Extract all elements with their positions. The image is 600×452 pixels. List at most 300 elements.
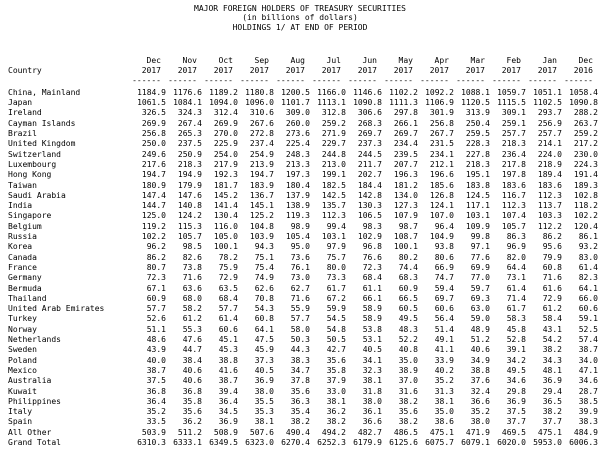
value-cell: 309.0 [285,108,310,118]
country-cell: China, Mainland [8,87,81,97]
country-cell: Grand Total [8,437,61,447]
value-cell: 67.2 [326,293,346,303]
value-cell: 6006.3 [569,437,598,447]
value-cell: 60.8 [254,314,274,324]
value-cell: 259.5 [465,129,490,139]
table-row [0,119,600,129]
value-cell: 50.5 [326,335,346,345]
country-cell: Brazil [8,129,37,139]
value-cell: 100.1 [393,242,418,252]
country-cell: Poland [8,355,37,365]
column-year-9: 2017 [465,65,485,75]
value-cell: 80.7 [146,262,166,272]
value-cell: 71.6 [290,293,310,303]
value-cell: 124.5 [465,190,490,200]
value-cell: 179.9 [177,180,202,190]
column-year-5: 2017 [321,65,341,75]
country-cell: Netherlands [8,335,61,345]
value-cell: 112.3 [537,190,562,200]
value-cell: 63.5 [218,283,238,293]
table-row [0,294,600,304]
column-year-0: 2017 [141,65,161,75]
value-cell: 118.2 [573,201,598,211]
value-cell: 38.3 [290,355,310,365]
value-cell: 237.5 [177,139,202,149]
value-cell: 138.9 [285,201,310,211]
value-cell: 137.9 [285,190,310,200]
value-cell: 288.2 [573,108,598,118]
value-cell: 60.8 [542,262,562,272]
table-row [0,366,600,376]
country-cell: United Kingdom [8,139,76,149]
value-cell: 107.4 [501,211,526,221]
value-cell: 1092.2 [425,87,454,97]
column-separator-0: ------ [132,75,161,85]
value-cell: 140.8 [177,201,202,211]
value-cell: 36.2 [182,417,202,427]
value-cell: 6323.0 [245,437,274,447]
value-cell: 192.3 [213,170,238,180]
value-cell: 38.2 [542,407,562,417]
table-row [0,273,600,283]
value-cell: 55.3 [182,324,202,334]
value-cell: 40.6 [182,365,202,375]
value-cell: 1166.0 [317,87,346,97]
value-cell: 41.1 [434,345,454,355]
table-row [0,139,600,149]
column-month-2: Oct [218,55,233,65]
value-cell: 1090.8 [569,98,598,108]
value-cell: 482.7 [357,427,382,437]
value-cell: 217.9 [213,159,238,169]
value-cell: 1146.6 [353,87,382,97]
table-row [0,160,600,170]
value-cell: 38.7 [146,365,166,375]
value-cell: 33.5 [146,417,166,427]
value-cell: 45.8 [506,324,526,334]
value-cell: 69.9 [470,262,490,272]
value-cell: 117.1 [465,201,490,211]
value-cell: 58.9 [362,314,382,324]
value-cell: 38.7 [218,376,238,386]
value-cell: 80.2 [398,252,418,262]
value-cell: 33.0 [326,386,346,396]
value-cell: 212.1 [429,159,454,169]
value-cell: 61.1 [362,283,382,293]
value-cell: 6125.6 [389,437,418,447]
country-cell: Taiwan [8,180,37,190]
value-cell: 38.2 [542,345,562,355]
column-year-6: 2017 [357,65,377,75]
value-cell: 266.1 [393,118,418,128]
table-row [0,304,600,314]
value-cell: 52.8 [506,335,526,345]
value-cell: 34.9 [470,355,490,365]
value-cell: 259.2 [321,118,346,128]
value-cell: 77.6 [470,252,490,262]
country-cell: Cayman Islands [8,118,76,128]
country-cell: United Arab Emirates [8,304,105,314]
value-cell: 31.8 [362,386,382,396]
value-cell: 1102.2 [389,87,418,97]
value-cell: 183.8 [465,180,490,190]
value-cell: 83.0 [578,252,598,262]
value-cell: 48.6 [146,335,166,345]
value-cell: 39.4 [218,386,238,396]
value-cell: 99.4 [326,221,346,231]
value-cell: 76.6 [362,252,382,262]
value-cell: 267.6 [249,118,274,128]
value-cell: 36.4 [218,396,238,406]
value-cell: 45.9 [254,345,274,355]
value-cell: 36.1 [362,407,382,417]
value-cell: 38.4 [182,355,202,365]
value-cell: 202.7 [357,170,382,180]
column-separator-7: ------ [384,75,413,85]
value-cell: 62.7 [290,283,310,293]
value-cell: 35.4 [290,407,310,417]
value-cell: 136.7 [249,190,274,200]
value-cell: 250.9 [177,149,202,159]
value-cell: 234.4 [393,139,418,149]
value-cell: 1176.6 [173,87,202,97]
table-row [0,314,600,324]
value-cell: 36.5 [542,396,562,406]
country-cell: Luxembourg [8,159,57,169]
value-cell: 254.9 [249,149,274,159]
value-cell: 70.8 [254,293,274,303]
value-cell: 60.6 [434,304,454,314]
value-cell: 35.8 [326,365,346,375]
value-cell: 254.0 [213,149,238,159]
value-cell: 6252.3 [317,437,346,447]
value-cell: 75.7 [326,252,346,262]
value-cell: 59.9 [326,304,346,314]
value-cell: 59.7 [470,283,490,293]
value-cell: 189.4 [537,170,562,180]
value-cell: 48.1 [542,365,562,375]
value-cell: 36.8 [182,386,202,396]
value-cell: 35.6 [398,407,418,417]
country-cell: Singapore [8,211,52,221]
value-cell: 34.1 [362,355,382,365]
value-cell: 189.3 [573,180,598,190]
value-cell: 236.4 [501,149,526,159]
value-cell: 267.4 [177,118,202,128]
value-cell: 95.6 [542,242,562,252]
value-cell: 1051.1 [533,87,562,97]
value-cell: 54.8 [326,324,346,334]
value-cell: 34.6 [578,376,598,386]
value-cell: 58.2 [182,304,202,314]
table-row [0,438,600,448]
value-cell: 34.7 [290,365,310,375]
value-cell: 55.9 [290,304,310,314]
value-cell: 1096.0 [245,98,274,108]
value-cell: 310.6 [249,108,274,118]
value-cell: 54.5 [326,314,346,324]
value-cell: 36.4 [146,396,166,406]
value-cell: 74.4 [398,262,418,272]
value-cell: 213.9 [249,159,274,169]
value-cell: 98.3 [362,221,382,231]
value-cell: 38.8 [470,365,490,375]
value-cell: 184.4 [357,180,382,190]
value-cell: 39.1 [506,345,526,355]
value-cell: 119.2 [141,221,166,231]
table-row [0,417,600,427]
value-cell: 71.6 [542,273,562,283]
table-row [0,108,600,118]
value-cell: 59.0 [470,314,490,324]
value-cell: 105.7 [501,221,526,231]
value-cell: 37.7 [506,417,526,427]
value-cell: 180.9 [141,180,166,190]
value-cell: 259.1 [501,118,526,128]
value-cell: 218.3 [465,159,490,169]
value-cell: 38.1 [254,417,274,427]
value-cell: 35.6 [182,407,202,417]
value-cell: 36.8 [146,386,166,396]
value-cell: 273.6 [285,129,310,139]
table-row [0,407,600,417]
country-cell: Belgium [8,221,42,231]
value-cell: 218.9 [537,159,562,169]
value-cell: 35.0 [434,407,454,417]
value-cell: 44.7 [182,345,202,355]
value-cell: 93.2 [578,242,598,252]
column-year-3: 2017 [249,65,269,75]
value-cell: 224.0 [537,149,562,159]
value-cell: 1088.1 [461,87,490,97]
value-cell: 96.4 [434,221,454,231]
value-cell: 194.7 [249,170,274,180]
value-cell: 59.1 [578,314,598,324]
value-cell: 36.3 [290,396,310,406]
column-month-8: Apr [434,55,449,65]
value-cell: 127.3 [393,201,418,211]
value-cell: 41.6 [218,365,238,375]
value-cell: 196.3 [393,170,418,180]
column-year-11: 2017 [537,65,557,75]
value-cell: 475.1 [537,427,562,437]
value-cell: 47.6 [182,335,202,345]
value-cell: 267.7 [429,129,454,139]
column-separator-5: ------ [312,75,341,85]
value-cell: 52.6 [146,314,166,324]
value-cell: 218.3 [501,139,526,149]
column-month-12: Dec [578,55,593,65]
table-row [0,211,600,221]
value-cell: 82.3 [578,273,598,283]
value-cell: 50.3 [290,335,310,345]
value-cell: 125.2 [249,211,274,221]
value-cell: 297.8 [393,108,418,118]
value-cell: 42.7 [326,345,346,355]
value-cell: 71.4 [506,293,526,303]
value-cell: 58.3 [506,314,526,324]
value-cell: 38.2 [290,417,310,427]
column-separator-8: ------ [420,75,449,85]
value-cell: 211.7 [357,159,382,169]
value-cell: 6333.1 [173,437,202,447]
separator-spacer-cell [0,76,132,88]
value-cell: 43.9 [146,345,166,355]
value-cell: 269.9 [213,118,238,128]
value-cell: 231.5 [429,139,454,149]
value-cell: 58.4 [542,314,562,324]
column-year-1: 2017 [177,65,197,75]
value-cell: 35.6 [290,386,310,396]
table-row [0,325,600,335]
value-cell: 103.1 [321,232,346,242]
value-cell: 60.9 [398,283,418,293]
value-cell: 102.9 [357,232,382,242]
value-cell: 6310.3 [137,437,166,447]
value-cell: 49.5 [506,365,526,375]
value-cell: 99.8 [470,232,490,242]
value-cell: 82.6 [182,252,202,262]
value-cell: 214.1 [537,139,562,149]
value-cell: 256.9 [537,118,562,128]
value-cell: 197.3 [285,170,310,180]
value-cell: 29.4 [542,386,562,396]
value-cell: 5953.0 [533,437,562,447]
value-cell: 1084.1 [173,98,202,108]
value-cell: 1059.7 [497,87,526,97]
value-cell: 102.2 [573,211,598,221]
value-cell: 135.7 [321,201,346,211]
value-cell: 484.9 [573,427,598,437]
value-cell: 59.4 [434,283,454,293]
value-cell: 48.3 [398,324,418,334]
value-cell: 326.5 [141,108,166,118]
value-cell: 52.5 [578,324,598,334]
value-cell: 130.3 [357,201,382,211]
value-cell: 244.8 [321,149,346,159]
value-cell: 503.9 [141,427,166,437]
value-cell: 35.0 [398,355,418,365]
value-cell: 38.7 [578,345,598,355]
value-cell: 49.1 [434,335,454,345]
value-cell: 197.8 [501,170,526,180]
value-cell: 60.9 [146,293,166,303]
value-cell: 37.0 [398,376,418,386]
value-cell: 471.9 [465,427,490,437]
value-cell: 58.9 [362,304,382,314]
value-cell: 113.7 [537,201,562,211]
value-cell: 68.0 [182,293,202,303]
value-cell: 270.0 [213,129,238,139]
value-cell: 272.8 [249,129,274,139]
value-cell: 107.9 [393,211,418,221]
value-cell: 75.1 [254,252,274,262]
value-cell: 38.9 [398,365,418,375]
value-cell: 38.8 [218,355,238,365]
value-cell: 134.0 [393,190,418,200]
value-cell: 1180.8 [245,87,274,97]
value-cell: 86.2 [542,232,562,242]
value-cell: 34.3 [542,355,562,365]
country-cell: Norway [8,324,37,334]
column-month-1: Nov [182,55,197,65]
table-row [0,191,600,201]
value-cell: 269.7 [393,129,418,139]
value-cell: 271.9 [321,129,346,139]
value-cell: 61.7 [326,283,346,293]
value-cell: 229.7 [321,139,346,149]
holdings-table [0,56,600,448]
value-cell: 486.5 [393,427,418,437]
value-cell: 61.4 [218,314,238,324]
value-cell: 44.3 [290,345,310,355]
value-cell: 103.9 [249,232,274,242]
value-cell: 78.2 [218,252,238,262]
value-cell: 64.1 [578,283,598,293]
value-cell: 69.7 [434,293,454,303]
table-row [0,376,600,386]
country-cell: Russia [8,232,37,242]
value-cell: 112.3 [501,201,526,211]
value-cell: 301.9 [429,108,454,118]
value-cell: 60.6 [218,324,238,334]
value-cell: 225.4 [285,139,310,149]
value-cell: 66.5 [398,293,418,303]
value-cell: 61.6 [542,283,562,293]
value-cell: 213.0 [321,159,346,169]
value-cell: 102.8 [573,190,598,200]
value-cell: 124.1 [429,201,454,211]
value-cell: 490.4 [285,427,310,437]
value-cell: 306.6 [357,108,382,118]
value-cell: 37.7 [542,417,562,427]
value-cell: 96.8 [362,242,382,252]
table-row [0,397,600,407]
column-separator-6: ------ [348,75,377,85]
value-cell: 80.0 [326,262,346,272]
column-month-9: Mar [470,55,485,65]
value-cell: 265.3 [177,129,202,139]
column-year-7: 2017 [393,65,413,75]
country-cell: Mexico [8,365,37,375]
country-cell: Japan [8,98,33,108]
value-cell: 194.9 [177,170,202,180]
country-cell: Spain [8,417,33,427]
table-row [0,232,600,242]
value-cell: 207.7 [393,159,418,169]
value-cell: 112.3 [321,211,346,221]
value-cell: 71.6 [182,273,202,283]
value-cell: 38.1 [434,396,454,406]
country-cell: Canada [8,252,37,262]
value-cell: 309.1 [501,108,526,118]
value-cell: 35.8 [182,396,202,406]
value-cell: 61.4 [506,283,526,293]
value-cell: 52.2 [398,335,418,345]
value-cell: 40.2 [434,365,454,375]
value-cell: 142.8 [357,190,382,200]
value-cell: 73.3 [326,273,346,283]
value-cell: 58.0 [290,324,310,334]
value-cell: 67.1 [146,283,166,293]
value-cell: 147.4 [141,190,166,200]
value-cell: 6079.1 [461,437,490,447]
value-cell: 105.7 [177,232,202,242]
value-cell: 94.3 [254,242,274,252]
value-cell: 35.6 [326,355,346,365]
value-cell: 109.9 [465,221,490,231]
value-cell: 141.4 [213,201,238,211]
